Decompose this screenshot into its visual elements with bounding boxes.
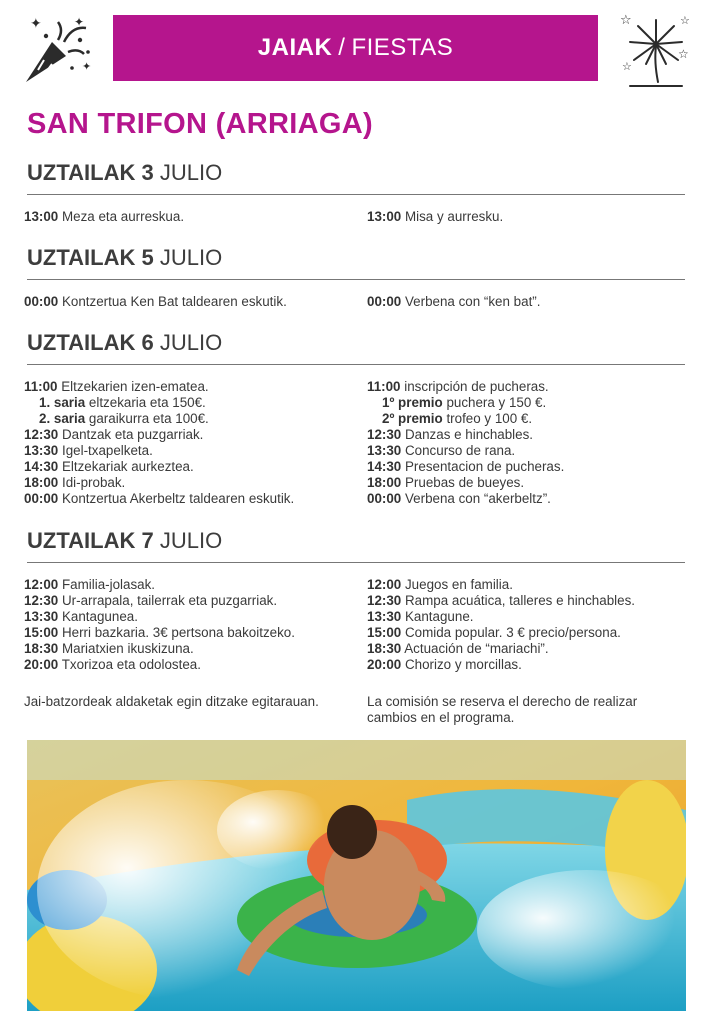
- day-heading-month: JULIO: [159, 245, 223, 270]
- schedule-text: inscripción de pucheras.: [404, 379, 549, 394]
- note-es: [367, 694, 637, 726]
- schedule-text: Eltzekarien izen-ematea.: [61, 379, 209, 394]
- schedule-text: Eltzekariak aurkeztea.: [61, 459, 194, 474]
- day-heading: [27, 330, 222, 356]
- schedule-time: 14:30: [367, 459, 402, 474]
- schedule-time: 1º premio: [382, 395, 443, 410]
- schedule-item: [24, 593, 360, 609]
- schedule-item: [367, 411, 697, 427]
- day-heading-month: JULIO: [159, 160, 223, 185]
- schedule-item: [367, 209, 697, 225]
- schedule-time: 15:00: [24, 625, 59, 640]
- svg-text:✦: ✦: [74, 15, 85, 29]
- day-heading: [27, 160, 222, 186]
- schedule-item: [367, 593, 697, 609]
- schedule-time: 12:30: [24, 427, 59, 442]
- note-es-line-2: cambios en el programa.: [367, 710, 515, 725]
- schedule-time: 18:30: [24, 641, 59, 656]
- schedule-time: 12:00: [367, 577, 402, 592]
- day-heading-date: UZTAILAK 5: [27, 245, 154, 270]
- day-heading-date: UZTAILAK 6: [27, 330, 154, 355]
- schedule-item: [367, 657, 697, 673]
- page-title: SAN TRIFON (ARRIAGA): [27, 108, 373, 140]
- schedule-time: 2º premio: [382, 411, 443, 426]
- schedule-text: Mariatxien ikuskizuna.: [61, 641, 194, 656]
- schedule-time: 20:00: [24, 657, 59, 672]
- banner-separator: /: [338, 34, 346, 61]
- schedule-column-eu: [24, 379, 360, 507]
- svg-text:☆: ☆: [622, 60, 632, 73]
- schedule-item: [367, 395, 697, 411]
- schedule-item: [24, 411, 360, 427]
- schedule-text: eltzekaria eta 150€.: [88, 395, 206, 410]
- schedule-time: 13:00: [367, 209, 402, 224]
- schedule-item: [367, 379, 697, 395]
- schedule-time: 00:00: [367, 294, 402, 309]
- schedule-time: 18:00: [367, 475, 402, 490]
- schedule-text: Kontzertua Ken Bat taldearen eskutik.: [61, 294, 287, 309]
- schedule-time: 13:00: [24, 209, 59, 224]
- section-divider: [27, 364, 685, 365]
- schedule-time: 12:30: [24, 593, 59, 608]
- schedule-column-es: [367, 209, 697, 225]
- schedule-item: [24, 657, 360, 673]
- schedule-item: [367, 491, 697, 507]
- day-heading-date: UZTAILAK 7: [27, 528, 154, 553]
- schedule-text: Chorizo y morcillas.: [404, 657, 522, 672]
- schedule-item: [367, 427, 697, 443]
- schedule-time: 11:00: [367, 379, 401, 394]
- schedule-item: [24, 395, 360, 411]
- schedule-text: Ur-arrapala, tailerrak eta puzgarriak.: [61, 593, 278, 608]
- schedule-item: [367, 459, 697, 475]
- schedule-text: Actuación de “mariachi”.: [404, 641, 549, 656]
- schedule-text: trofeo y 100 €.: [446, 411, 533, 426]
- schedule-text: puchera y 150 €.: [446, 395, 547, 410]
- schedule-text: Kantagunea.: [61, 609, 138, 624]
- schedule-text: Misa y aurresku.: [404, 209, 504, 224]
- schedule-time: 13:30: [367, 443, 402, 458]
- schedule-text: Verbena con “akerbeltz”.: [404, 491, 551, 506]
- schedule-item: [24, 379, 360, 395]
- schedule-time: 12:30: [367, 427, 402, 442]
- schedule-item: [24, 294, 360, 310]
- day-heading-month: JULIO: [159, 330, 223, 355]
- day-heading-date: UZTAILAK 3: [27, 160, 154, 185]
- schedule-column-es: [367, 379, 697, 507]
- schedule-column-eu: [24, 577, 360, 673]
- schedule-time: 00:00: [24, 491, 59, 506]
- schedule-time: 13:30: [24, 443, 59, 458]
- schedule-text: Meza eta aurreskua.: [61, 209, 185, 224]
- svg-text:☆: ☆: [620, 13, 632, 28]
- schedule-time: 00:00: [367, 491, 402, 506]
- schedule-text: Pruebas de bueyes.: [404, 475, 525, 490]
- schedule-text: Txorizoa eta odolostea.: [61, 657, 201, 672]
- schedule-text: Verbena con “ken bat”.: [404, 294, 541, 309]
- schedule-text: garaikurra eta 100€.: [88, 411, 209, 426]
- note-es-line-1: La comisión se reserva el derecho de realizar: [367, 694, 638, 709]
- schedule-time: 00:00: [24, 294, 59, 309]
- schedule-text: Kantagune.: [404, 609, 474, 624]
- schedule-item: [24, 577, 360, 593]
- schedule-time: 1. saria: [39, 395, 86, 410]
- fireworks-icon: [618, 10, 694, 88]
- schedule-time: 14:30: [24, 459, 59, 474]
- schedule-column-es: [367, 294, 697, 310]
- schedule-item: [24, 609, 360, 625]
- svg-text:✦: ✦: [82, 60, 92, 73]
- schedule-time: 13:30: [367, 609, 402, 624]
- schedule-item: [367, 475, 697, 491]
- schedule-text: Comida popular. 3 € precio/persona.: [404, 625, 621, 640]
- schedule-text: Idi-probak.: [61, 475, 126, 490]
- schedule-text: Igel-txapelketa.: [61, 443, 153, 458]
- schedule-text: Kontzertua Akerbeltz taldearen eskutik.: [61, 491, 295, 506]
- schedule-text: Rampa acuática, talleres e hinchables.: [404, 593, 635, 608]
- schedule-item: [367, 609, 697, 625]
- schedule-column-eu: [24, 209, 360, 225]
- water-slide-photo: [27, 740, 686, 1011]
- schedule-text: Danzas e hinchables.: [404, 427, 534, 442]
- svg-text:☆: ☆: [678, 47, 689, 61]
- schedule-text: Familia-jolasak.: [61, 577, 155, 592]
- note-eu: Jai-batzordeak aldaketak egin ditzake egitarauan.: [24, 694, 319, 709]
- schedule-item: [24, 641, 360, 657]
- schedule-time: 20:00: [367, 657, 402, 672]
- schedule-time: 2. saria: [39, 411, 86, 426]
- banner-title-bold: JAIAK: [257, 34, 333, 61]
- day-heading-month: JULIO: [159, 528, 223, 553]
- schedule-item: [24, 625, 360, 641]
- banner-title-regular: FIESTAS: [351, 34, 454, 61]
- schedule-text: Presentacion de pucheras.: [404, 459, 565, 474]
- svg-text:☆: ☆: [680, 14, 690, 27]
- schedule-item: [367, 294, 697, 310]
- schedule-column-es: [367, 577, 697, 673]
- section-divider: [27, 279, 685, 280]
- party-popper-icon: [22, 12, 96, 86]
- schedule-text: Concurso de rana.: [404, 443, 516, 458]
- schedule-text: Dantzak eta puzgarriak.: [61, 427, 204, 442]
- schedule-item: [24, 459, 360, 475]
- svg-text:✦: ✦: [30, 16, 42, 32]
- day-heading: [27, 528, 222, 554]
- schedule-time: 15:00: [367, 625, 402, 640]
- schedule-time: 12:30: [367, 593, 402, 608]
- section-divider: [27, 562, 685, 563]
- schedule-text: Juegos en familia.: [404, 577, 513, 592]
- section-banner: [113, 15, 598, 81]
- schedule-item: [367, 625, 697, 641]
- schedule-item: [24, 475, 360, 491]
- schedule-time: 18:00: [24, 475, 59, 490]
- schedule-item: [367, 443, 697, 459]
- schedule-time: 12:00: [24, 577, 59, 592]
- schedule-text: Herri bazkaria. 3€ pertsona bakoitzeko.: [61, 625, 295, 640]
- schedule-item: [24, 427, 360, 443]
- schedule-item: [367, 641, 697, 657]
- schedule-column-eu: [24, 294, 360, 310]
- day-heading: [27, 245, 222, 271]
- schedule-time: 13:30: [24, 609, 59, 624]
- schedule-item: [24, 443, 360, 459]
- schedule-item: [24, 491, 360, 507]
- schedule-time: 18:30: [367, 641, 402, 656]
- schedule-time: 11:00: [24, 379, 58, 394]
- schedule-item: [24, 209, 360, 225]
- schedule-item: [367, 577, 697, 593]
- section-divider: [27, 194, 685, 195]
